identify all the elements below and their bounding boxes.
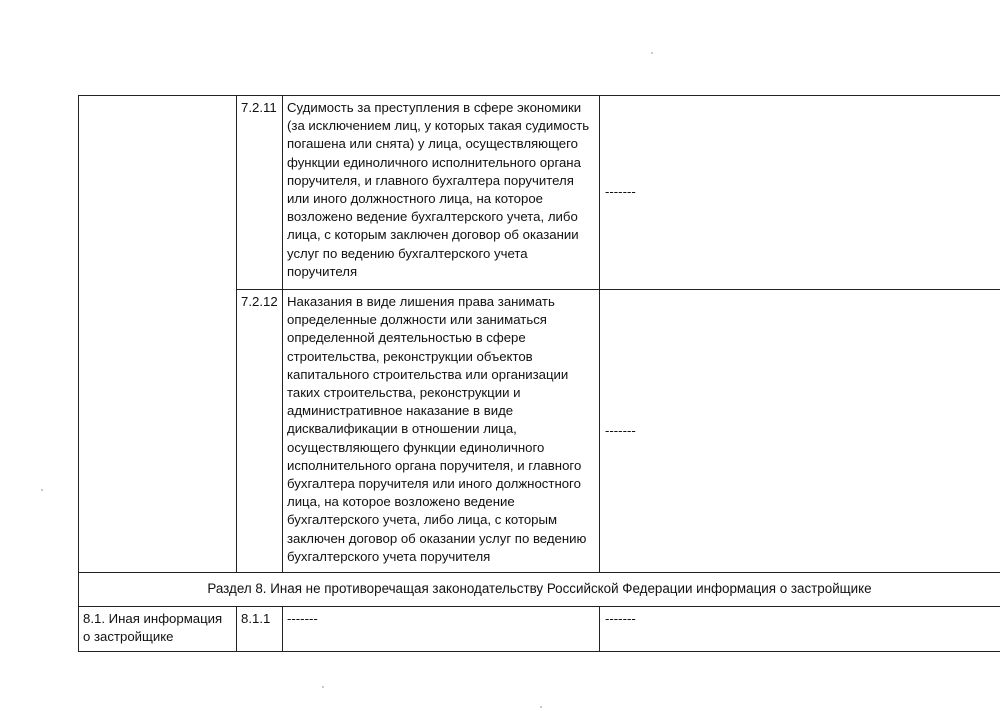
scan-speck [651,52,653,54]
item-description-text: Наказания в виде лишения права занимать определенные должности или заниматься определенной деятельностью в сфере строительства, реконструкции объектов капитального строительства или организации таких строительства, реконструкции и административное наказание в виде дисквалификации в отношении лица, осуществляющего функции единоличного исполнительного органа поручителя, и главного бухгалтера поручителя или иного должностного лица, на которое возложено ведение бухгалтерского учета, либо лица, с которым заключен договор об оказании услуг по ведению бухгалтерского учета поручителя [287,294,587,564]
table-row [79,96,1000,290]
section-heading: Раздел 8. Иная не противоречащая законодательству Российской Федерации информация о застройщике [79,573,1000,607]
item-number: 7.2.11 [237,96,283,290]
item-description [283,96,600,290]
item-number: 8.1.1 [237,607,283,652]
item-description-text: Судимость за преступления в сфере экономики (за исключением лиц, у которых такая судимость погашена или снята) у лица, осуществляющего функции единоличного исполнительного органа поручителя, и главного бухгалтера поручителя или иного должностного лица, на которое возложено ведение бухгалтерского учета, либо лица, с которым заключен договор об оказании услуг по ведению бухгалтерского учета поручителя [287,100,590,279]
item-number: 7.2.12 [237,290,283,573]
scan-speck [41,489,43,491]
section-item-label: 8.1. Иная информация о застройщике [79,607,237,652]
item-value: ------- [600,96,1000,290]
item-description [283,290,600,573]
section-heading-row [79,573,1000,607]
table-row [79,607,1000,652]
item-description: ------- [283,607,600,652]
disclosure-table [78,95,1000,652]
scan-speck [540,706,542,708]
item-value: ------- [600,290,1000,573]
scan-speck [322,686,324,688]
section-label-cell [79,96,237,573]
item-value: ------- [600,607,1000,652]
